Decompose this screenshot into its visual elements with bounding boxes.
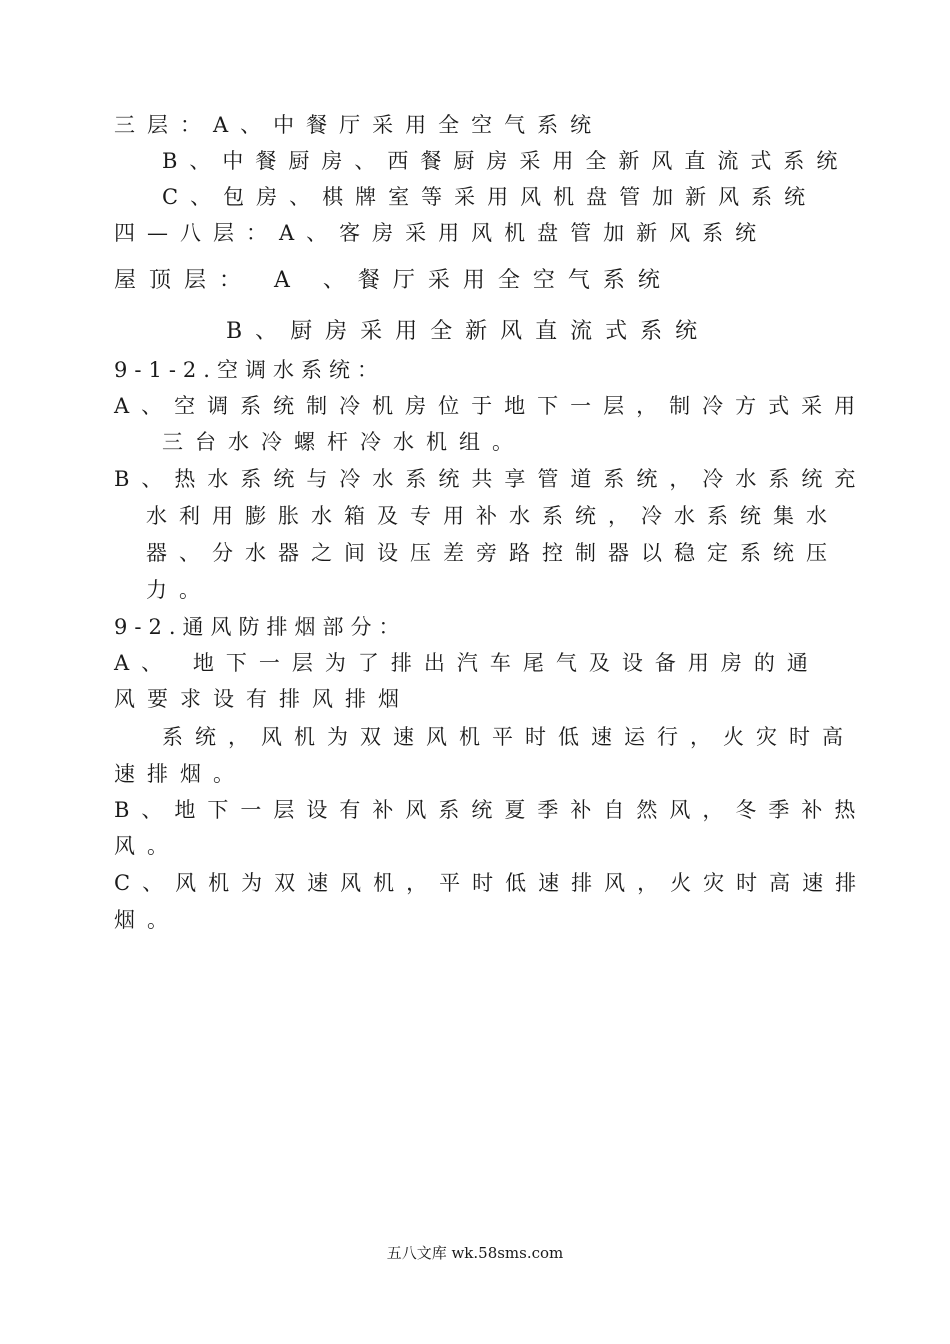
text-line-21: C、风机为双速风机，平时低速排风，火灾时高速排 (114, 871, 869, 895)
text-line-2: B、中餐厨房、西餐厨房采用全新风直流式系统 (162, 149, 850, 173)
text-line-12: 器、分水器之间设压差旁路控制器以稳定系统压 (146, 541, 839, 565)
text-line-1: 三层：A、中餐厅采用全空气系统 (114, 113, 604, 137)
text-line-16: 风要求设有排风排烟 (114, 687, 411, 711)
text-line-20: 风。 (114, 834, 180, 858)
text-line-13: 力。 (146, 578, 212, 602)
text-line-15: A、 地下一层为了排出汽车尾气及设备用房的通 (114, 651, 820, 675)
text-line-17: 系统，风机为双速风机平时低速运行，火灾时高 (162, 725, 855, 749)
text-line-9: 三台水冷螺杆冷水机组。 (162, 430, 525, 454)
text-line-7: 9-1-2.空调水系统： (114, 358, 385, 382)
text-line-3: C、包房、棋牌室等采用风机盘管加新风系统 (162, 185, 818, 209)
text-line-8: A、空调系统制冷机房位于地下一层，制冷方式采用 (114, 394, 868, 418)
text-line-6: B、厨房采用全新风直流式系统 (226, 319, 711, 344)
text-line-19: B、地下一层设有补风系统夏季补自然风，冬季补热 (114, 798, 868, 822)
text-line-18: 速排烟。 (114, 762, 246, 786)
page-footer: 五八文库 wk.58sms.com (386, 1244, 564, 1262)
text-line-5: 屋顶层： A 、餐厅采用全空气系统 (114, 268, 673, 293)
text-line-10: B、热水系统与冷水系统共享管道系统，冷水系统充 (114, 467, 868, 491)
text-line-14: 9-2.通风防排烟部分： (114, 615, 407, 639)
text-line-22: 烟。 (114, 908, 180, 932)
text-line-11: 水利用膨胀水箱及专用补水系统，冷水系统集水 (146, 504, 839, 528)
text-line-4: 四—八层：A、客房采用风机盘管加新风系统 (114, 221, 769, 245)
